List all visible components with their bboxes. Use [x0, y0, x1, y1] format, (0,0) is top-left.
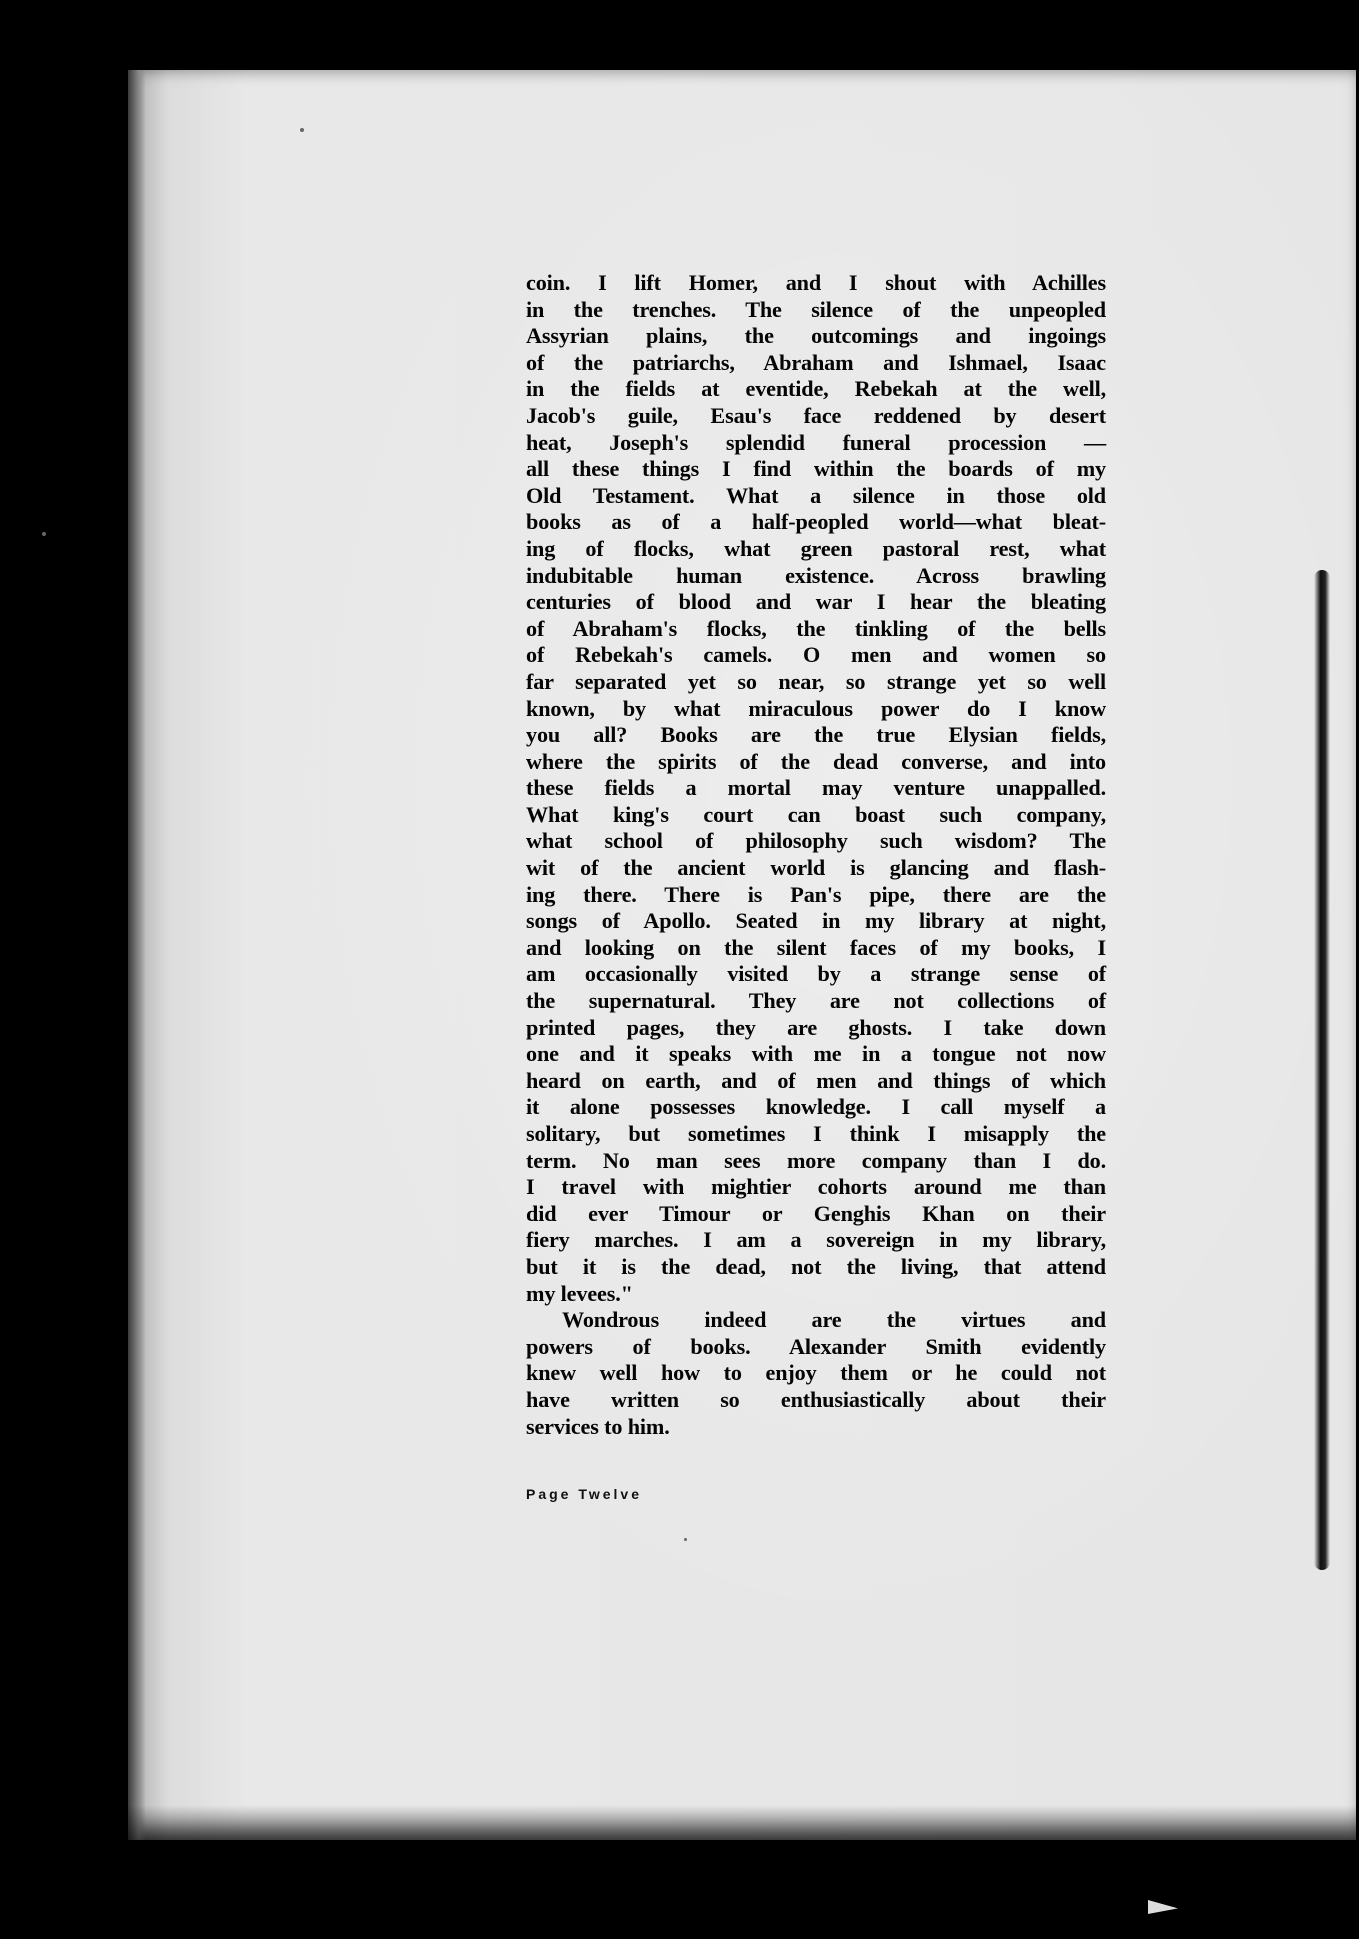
text-line: where the spirits of the dead converse, and into — [526, 748, 1106, 774]
corner-mark — [1148, 1900, 1178, 1914]
text-line: What king's court can boast such company, — [526, 801, 1106, 827]
text-line: Old Testament. What a silence in those old — [526, 482, 1106, 508]
text-line: heat, Joseph's splendid funeral procession — — [526, 429, 1106, 455]
text-line: indubitable human existence. Across brawling — [526, 562, 1106, 588]
text-line: am occasionally visited by a strange sense of — [526, 961, 1106, 987]
text-line: these fields a mortal may venture unappalled. — [526, 775, 1106, 801]
text-line: and looking on the silent faces of my books, I — [526, 934, 1106, 960]
text-line: in the trenches. The silence of the unpeopled — [526, 296, 1106, 322]
text-line: of the patriarchs, Abraham and Ishmael, Isaac — [526, 349, 1106, 375]
text-line: of Abraham's flocks, the tinkling of the bells — [526, 615, 1106, 641]
text-line: of Rebekah's camels. O men and women so — [526, 642, 1106, 668]
text-line: wit of the ancient world is glancing and flash- — [526, 855, 1106, 881]
text-line: it alone possesses knowledge. I call myself a — [526, 1094, 1106, 1120]
text-line: Assyrian plains, the outcomings and ingoings — [526, 323, 1106, 349]
text-line: songs of Apollo. Seated in my library at night, — [526, 908, 1106, 934]
text-line: far separated yet so near, so strange yet so well — [526, 668, 1106, 694]
body-text — [526, 270, 1106, 1440]
text-line: my levees." — [526, 1280, 633, 1306]
text-line: what school of philosophy such wisdom? The — [526, 828, 1106, 854]
speck — [684, 1538, 687, 1541]
text-line: solitary, but sometimes I think I misapply the — [526, 1121, 1106, 1146]
paragraph-one — [526, 270, 1106, 1307]
text-line: knew well how to enjoy them or he could not — [526, 1360, 1106, 1386]
text-line: the supernatural. They are not collections of — [526, 988, 1106, 1014]
text-line: ing there. There is Pan's pipe, there are the — [526, 881, 1106, 907]
text-line: did ever Timour or Genghis Khan on their — [526, 1200, 1106, 1226]
text-line: but it is the dead, not the living, that attend — [526, 1253, 1106, 1279]
text-line: books as of a half-peopled world—what bleat- — [526, 509, 1106, 535]
page-bottom-shadow — [128, 1805, 1356, 1840]
text-line: powers of books. Alexander Smith evidently — [526, 1333, 1106, 1359]
text-line: fiery marches. I am a sovereign in my library, — [526, 1227, 1106, 1253]
text-line: ing of flocks, what green pastoral rest, what — [526, 535, 1106, 561]
speck — [42, 532, 46, 536]
text-line: Jacob's guile, Esau's face reddened by desert — [526, 402, 1106, 428]
page-right-shadow — [1314, 570, 1330, 1570]
text-line: you all? Books are the true Elysian fields, — [526, 722, 1106, 748]
paragraph-two — [526, 1307, 1106, 1440]
text-line: term. No man sees more company than I do. — [526, 1147, 1106, 1173]
speck — [300, 128, 304, 132]
text-line: services to him. — [526, 1413, 670, 1439]
text-line: printed pages, they are ghosts. I take down — [526, 1014, 1106, 1040]
text-line: centuries of blood and war I hear the bleating — [526, 589, 1106, 615]
text-line: Wondrous indeed are the virtues and — [562, 1307, 1106, 1333]
text-line: I travel with mightier cohorts around me than — [526, 1174, 1106, 1200]
text-line: have written so enthusiastically about their — [526, 1386, 1106, 1412]
page-number-footer: Page Twelve — [526, 1486, 643, 1502]
text-line: known, by what miraculous power do I know — [526, 695, 1106, 721]
text-line: one and it speaks with me in a tongue not now — [526, 1041, 1106, 1067]
page-left-edge — [128, 70, 146, 1840]
text-line: all these things I find within the boards of my — [526, 456, 1106, 482]
text-line: in the fields at eventide, Rebekah at the well, — [526, 376, 1106, 402]
text-line: heard on earth, and of men and things of which — [526, 1067, 1106, 1093]
text-line: coin. I lift Homer, and I shout with Achilles — [526, 270, 1106, 295]
